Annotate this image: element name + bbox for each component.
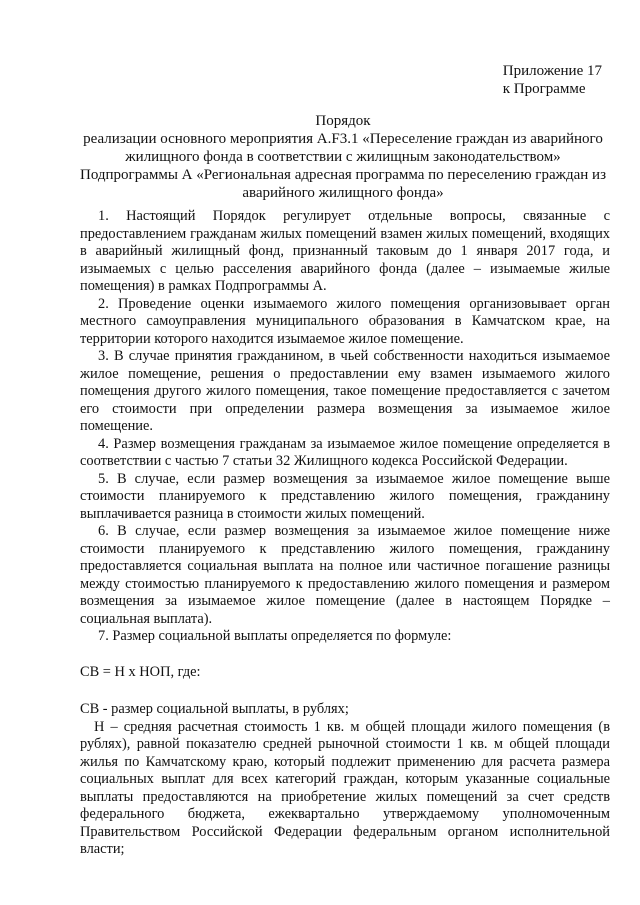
document-heading <box>78 112 608 202</box>
formula: СВ = Н х НОП, где: <box>80 663 201 680</box>
paragraph-1: 1. Настоящий Порядок регулирует отдельные вопросы, связанные с предоставлением гражданам жилых помещений взамен жилых помещений, входящих в аварийный жилищный фонд, признанный таковым до 1 января 2017 года, и изымаемых с целью расселения аварийного фонда (далее – изымаемые жилые помещения) в рамках Подпрограммы А. <box>80 208 610 294</box>
document-title: Порядок <box>315 113 371 129</box>
appendix-program: к Программе <box>502 81 586 97</box>
paragraph-2: 2. Проведение оценки изымаемого жилого помещения организовывает орган местного самоуправления муниципального образования в Камчатском крае, на территории которого находится изымаемое жилое помещение. <box>80 295 610 347</box>
paragraph-7: 7. Размер социальной выплаты определяется по формуле: <box>98 628 452 644</box>
definition-n: Н – средняя расчетная стоимость 1 кв. м общей площади жилого помещения (в рублях), равной показателю средней рыночной стоимости 1 кв. м общей площади жилья по Камчатскому краю, который подлежит применению для расчета размера социальных выплат для всех категорий граждан, которым указанные социальные выплаты предоставляются на приобретение жилых помещений за счет средств федерального бюджета, ежеквартально утверждаемому уполномоченным Правительством Российской Федерации федеральным органом исполнительной власти; <box>80 718 610 857</box>
paragraph-5: 5. В случае, если размер возмещения за изымаемое жилое помещение выше стоимости планируемого к представлению жилого помещения, гражданину выплачивается разница в стоимости жилых помещений. <box>80 470 610 522</box>
appendix-reference <box>503 62 602 98</box>
paragraph-6: 6. В случае, если размер возмещения за изымаемое жилое помещение ниже стоимости планируемого к представлению жилого помещения, гражданину предоставляется социальная выплата на полное или частичное погашение разницы между стоимостью планируемого к предоставлению жилого помещения и размером возмещения за изымаемое жилое помещение (далее в настоящем Порядке – социальная выплата). <box>80 523 610 627</box>
document-body <box>80 208 610 859</box>
appendix-number: Приложение 17 <box>502 63 602 79</box>
paragraph-4: 4. Размер возмещения гражданам за изымаемое жилое помещение определяется в соответствии с частью 7 статьи 32 Жилищного кодекса Российской Федерации. <box>80 435 610 469</box>
paragraph-3: 3. В случае принятия гражданином, в чьей собственности находиться изымаемое жилое помещение, решения о предоставлении ему взамен изымаемого жилого помещения другого жилого помещения, такое помещение предоставляется с зачетом его стоимости при определении размера возмещения за изымаемое жилое помещение. <box>80 348 610 434</box>
definition-sv: СВ - размер социальной выплаты, в рублях; <box>80 701 349 717</box>
document-subtitle: реализации основного мероприятия А.F3.1 «Переселение граждан из аварийного жилищного фонда в соответствии с жилищным законодательством» Подпрограммы А «Региональная адресная программа по переселению граждан из аварийного жилищного фонда» <box>79 131 606 201</box>
